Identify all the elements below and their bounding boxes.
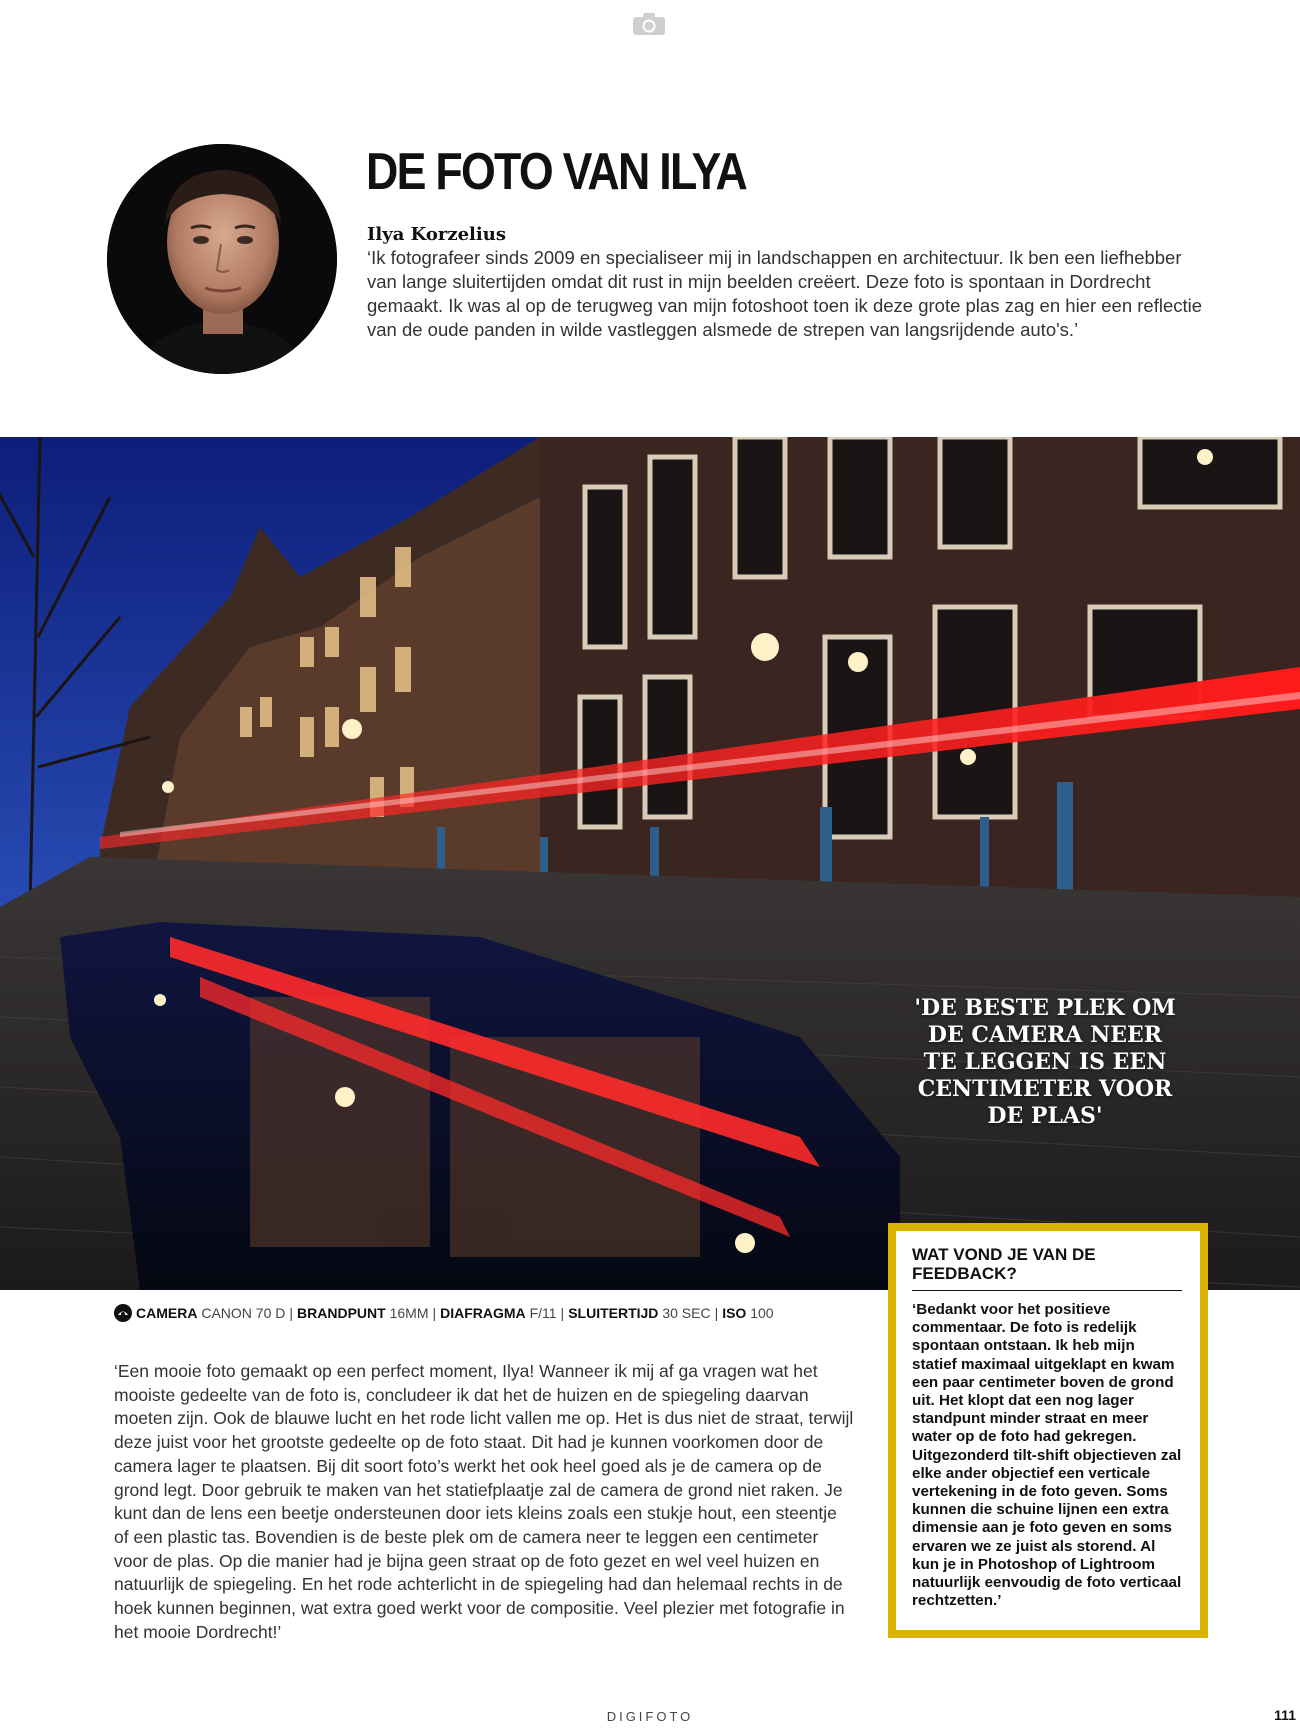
- aperture-value: F/11: [529, 1305, 557, 1321]
- author-intro: ‘Ik fotografeer sinds 2009 en specialiseer mij in landschappen en architectuur. Ik ben een liefhebber van lange sluitertijden omdat dit rust in mijn beelden creëert. Deze foto is spontaan in Dordrecht gemaakt. Ik was al op de terugweg van mijn fotoshoot toen ik deze grote plas zag en hier een reflectie van de oude panden in wilde vastleggen alsmede de strepen van langsrijdende auto's.’: [367, 247, 1203, 340]
- shutter-label: SLUITERTIJD: [568, 1305, 659, 1321]
- separator: |: [289, 1305, 294, 1321]
- camera-aperture-icon: [114, 1304, 132, 1322]
- focal-label: BRANDPUNT: [297, 1305, 386, 1321]
- page-number: 111: [1274, 1707, 1296, 1723]
- main-photo: [0, 437, 1300, 1290]
- feedback-text: ‘Bedankt voor het positieve commentaar. De foto is redelijk spontaan ontstaan. Ik heb mijn statief maximaal uitgeklapt en kwam een paar centimeter boven de grond uit. Het klopt dat een nog lager standpunt minder straat en meer water op de foto had gekregen. Uitgezonderd tilt-shift objectieven zal elke ander objectief een verticale vertekening in de foto geven. Soms kunnen die schuine lijnen een extra dimensie aan je foto geven en soms ervaren we ze juist als storend. Al kun je in Photoshop of Lightroom natuurlijk eenvoudig de foto verticaal rechtzetten.’: [912, 1301, 1182, 1610]
- camera-label: CAMERA: [136, 1305, 198, 1321]
- author-name: Ilya Korzelius: [367, 224, 506, 245]
- iso-label: ISO: [722, 1305, 747, 1321]
- feedback-title: WAT VOND JE VAN DE FEEDBACK?: [912, 1245, 1182, 1291]
- feedback-box: [888, 1223, 1208, 1638]
- author-portrait: [107, 144, 337, 374]
- separator: |: [714, 1305, 719, 1321]
- magazine-name: DIGIFOTO: [606, 1709, 694, 1724]
- shutter-value: 30 SEC: [662, 1305, 711, 1321]
- camera-value: CANON 70 D: [201, 1305, 286, 1321]
- aperture-label: DIAFRAGMA: [440, 1305, 526, 1321]
- review-text: ‘Een mooie foto gemaakt op een perfect moment, Ilya! Wanneer ik mij af ga vragen wat het mooiste gedeelte van de foto is, concludeer ik dat het de huizen en de spiegeling daarvan moeten zijn. Ook de blauwe lucht en het rode licht vallen me op. Het is dus niet de straat, terwijl deze juist voor het grootste gedeelte op de foto staat. Dit had je kunnen voorkomen door de camera lager te plaatsen. Bij dit soort foto’s werkt het ook heel goed als je de camera op de grond legt. Door gebruik te maken van het statiefplaatje zal de camera de grond niet raken. Je kunt dan de lens een beetje ondersteunen door iets kleins zoals een stukje hout, een steentje of een plastic tas. Bovendien is de beste plek om de camera neer te leggen een centimeter voor de plas. Op die manier had je bijna geen straat op de foto gezet en wel veel huizen en natuurlijk de spiegeling. En het rode achterlicht in de spiegeling had dan helemaal rechts in de hoek kunnen beginnen, wat extra goed werkt voor de compositie. Veel plezier met fotografie in het mooie Dordrecht!’: [114, 1361, 854, 1642]
- separator: |: [432, 1305, 437, 1321]
- camera-icon: [632, 12, 666, 36]
- iso-value: 100: [750, 1305, 774, 1321]
- pull-quote: 'DE BESTE PLEK OM DE CAMERA NEER TE LEGGEN IS EEN CENTIMETER VOOR DE PLAS': [914, 995, 1176, 1129]
- exif-specs: [114, 1304, 774, 1322]
- focal-value: 16MM: [389, 1305, 429, 1321]
- separator: |: [560, 1305, 565, 1321]
- page-title: DE FOTO VAN ILYA: [366, 143, 747, 201]
